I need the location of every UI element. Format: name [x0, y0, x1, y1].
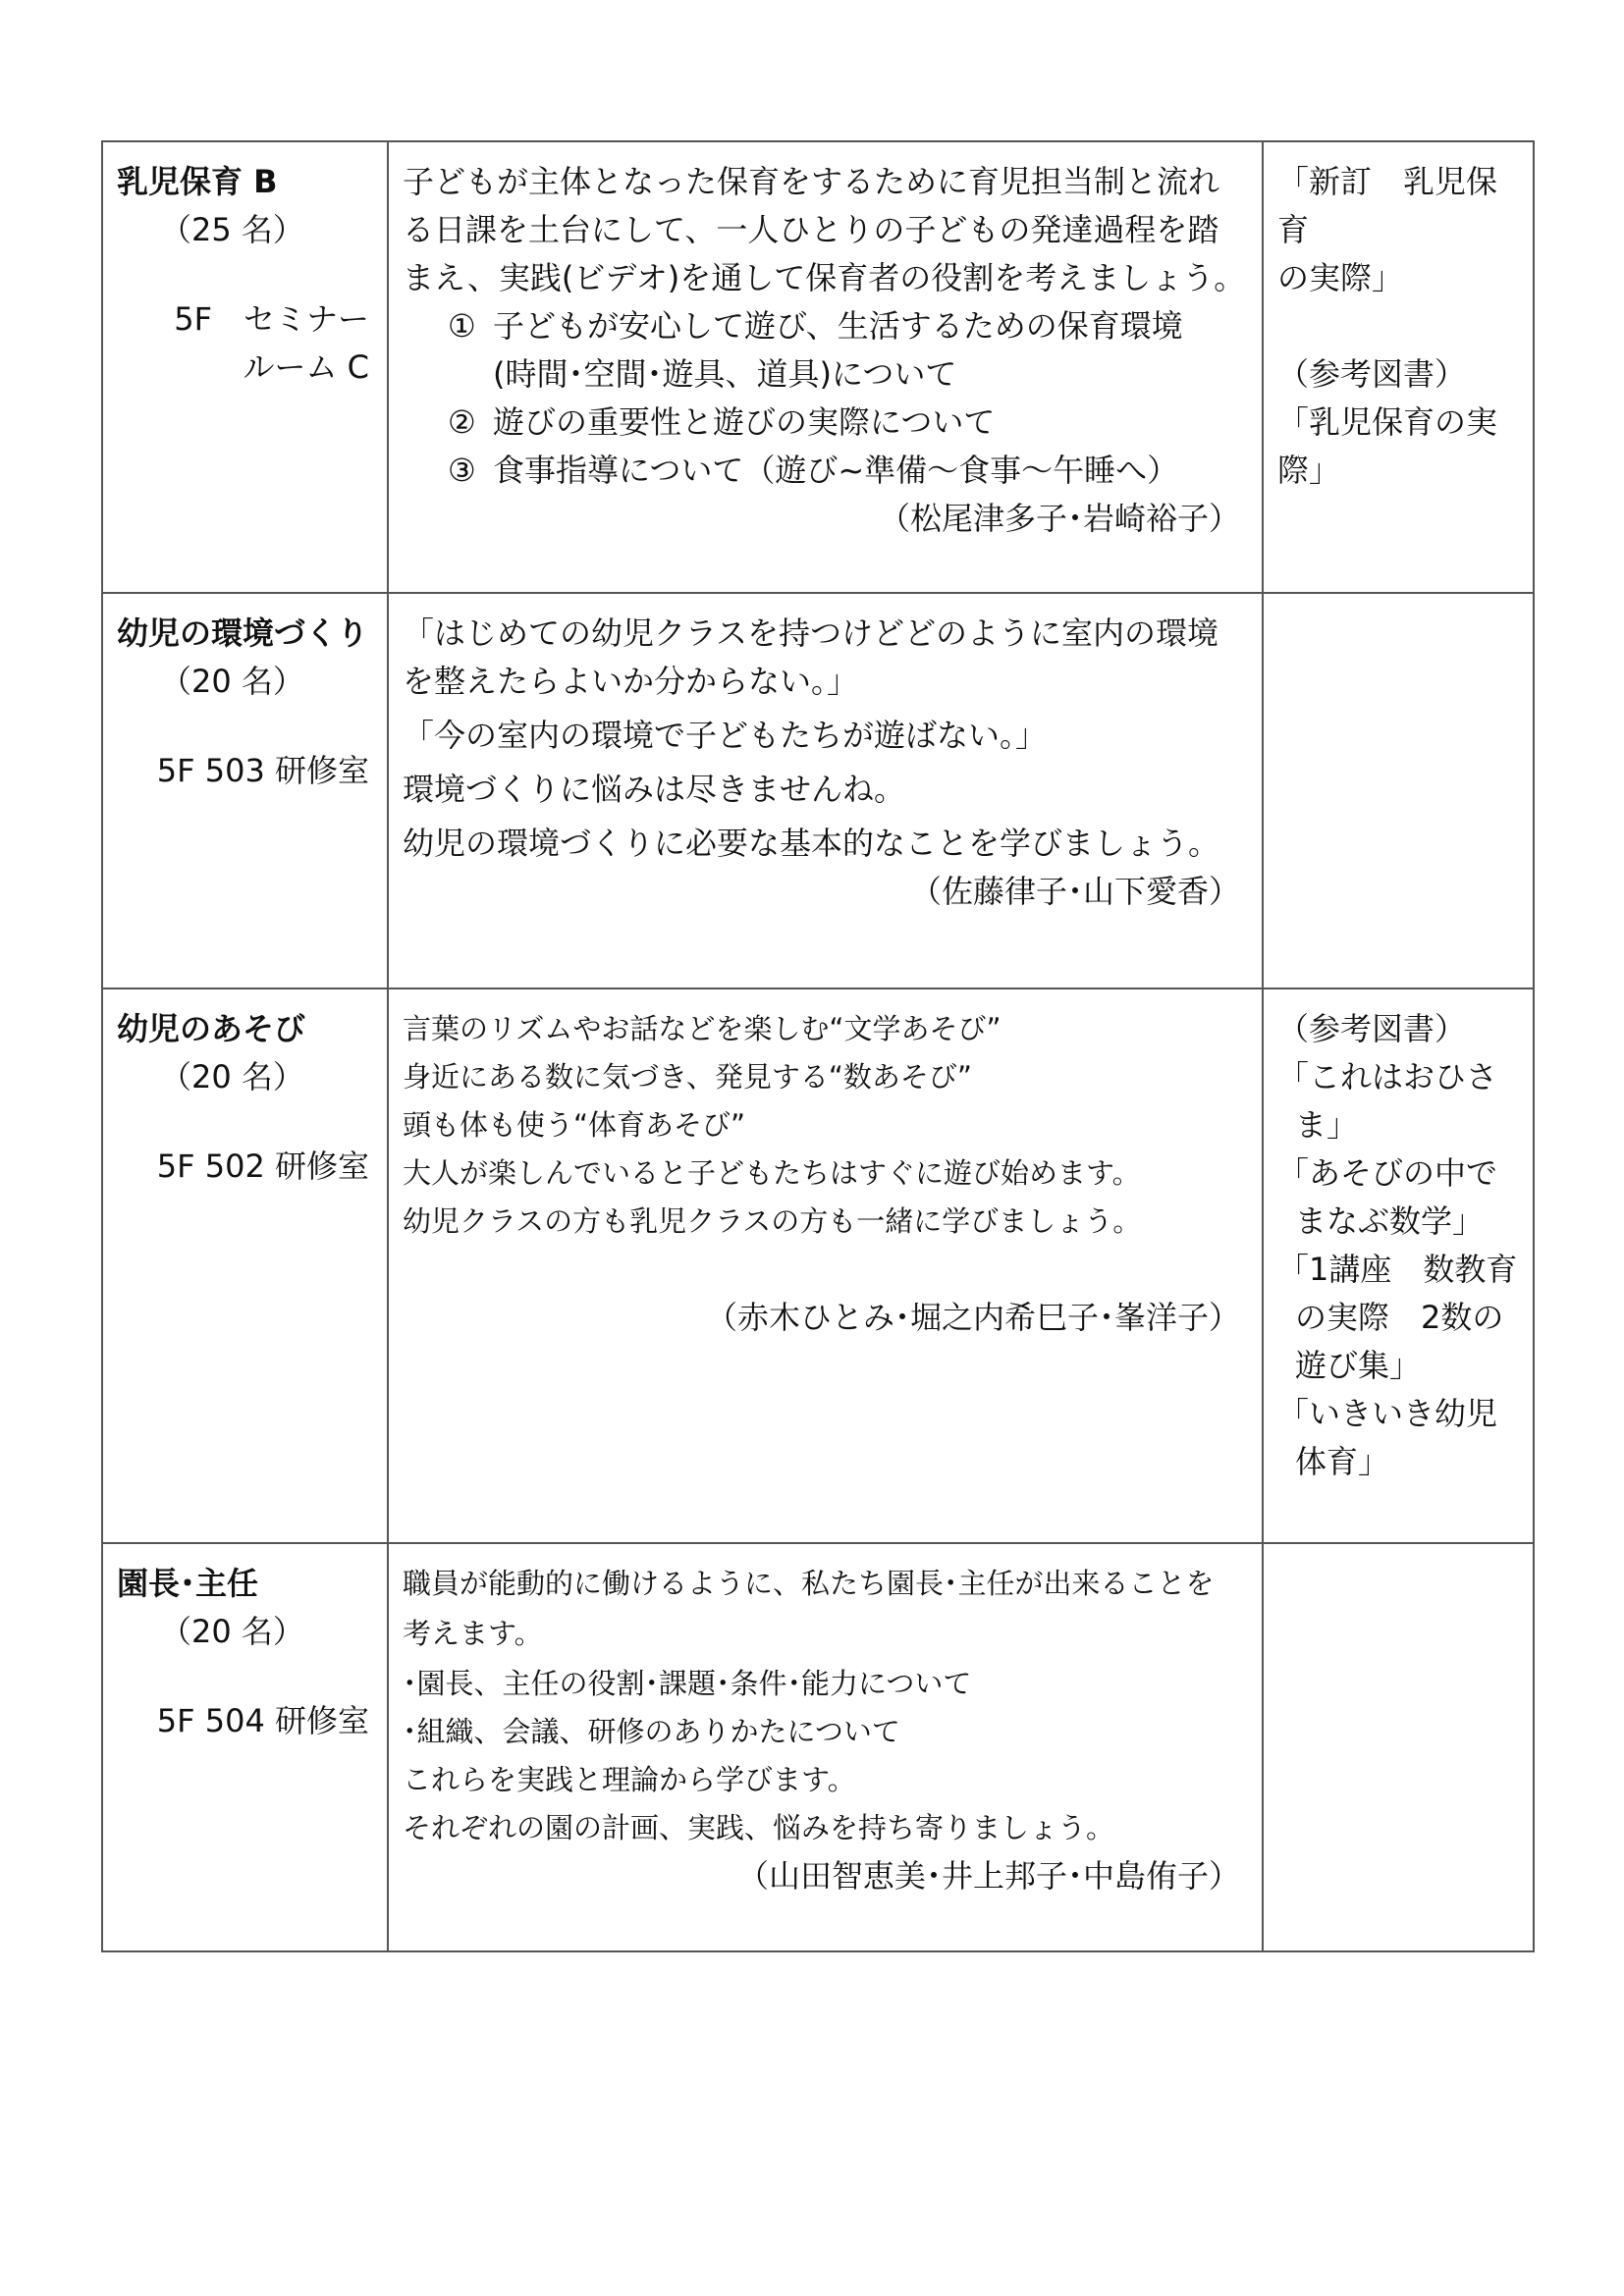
description-line: 身近にある数に気づき、発見する“数あそび” [403, 1060, 972, 1094]
course-title: 幼児の環境づくり [117, 614, 369, 652]
spacer [1277, 302, 1519, 350]
reference-line: 際」 [1277, 452, 1341, 489]
description-line: を整えたらよいか分からない。」 [403, 663, 859, 700]
description-line: これらを実践と理論から学びます。 [403, 1763, 856, 1796]
reference-line: ま」 [1295, 1106, 1359, 1144]
room-line: 5F 502 研修室 [156, 1148, 369, 1185]
description-line: ･組織、会議、研修のありかたについて [403, 1715, 900, 1748]
description-line: る日課を土台にして、一人ひとりの子どもの発達過程を踏 [403, 211, 1219, 248]
description-line: 「はじめての幼児クラスを持つけどどのように室内の環境 [403, 614, 1219, 652]
course-info-cell [102, 141, 388, 593]
description-line: まえ、実践(ビデオ)を通して保育者の役割を考えましょう。 [403, 259, 1246, 296]
room-line: 5F 504 研修室 [156, 1702, 369, 1739]
course-table [101, 140, 1535, 1952]
course-room [117, 295, 373, 392]
course-title: 幼児のあそび [117, 1010, 306, 1047]
description-line: 幼児クラスの方も乳児クラスの方も一緒に学びましょう。 [403, 1204, 1142, 1238]
description-line: 職員が能動的に働けるように、私たち園長･主任が出来ることを [403, 1567, 1215, 1600]
description-line: 「今の室内の環境で子どもたちが遊ばない。」 [403, 717, 1048, 754]
course-title: 乳児保育 B [117, 163, 278, 200]
reference-line: （参考図書） [1277, 1010, 1467, 1047]
course-capacity: （20 名） [160, 1613, 304, 1650]
reference-line: の実際」 [1277, 259, 1404, 296]
course-description-cell [388, 988, 1263, 1543]
reference-line: 「あそびの中で [1277, 1154, 1498, 1192]
course-capacity: （25 名） [160, 211, 304, 248]
room-line: 5F セミナー [174, 300, 369, 338]
table-row [102, 593, 1534, 988]
reference-line: の実際 2数の [1295, 1299, 1504, 1336]
course-instructors: （松尾津多子･岩崎裕子） [878, 500, 1240, 537]
list-item: ① 子どもが安心して遊び、生活するための保育環境 [448, 307, 1183, 345]
course-capacity: （20 名） [160, 1058, 304, 1095]
course-room [117, 1143, 373, 1191]
course-capacity: （20 名） [160, 663, 304, 700]
list-item-continuation: (時間･空間･遊具、道具)について [493, 355, 957, 393]
course-references-cell [1263, 1543, 1534, 1951]
reference-line: 遊び集」 [1295, 1347, 1422, 1384]
description-line: 頭も体も使う“体育あそび” [403, 1108, 746, 1142]
course-description-cell [388, 1543, 1263, 1951]
course-references-cell [1263, 988, 1534, 1543]
course-info-cell [102, 988, 388, 1543]
description-line: 子どもが主体となった保育をするために育児担当制と流れ [403, 163, 1220, 200]
course-description-cell [388, 593, 1263, 988]
reference-line: 「1講座 数教育 [1277, 1251, 1518, 1288]
table-row [102, 988, 1534, 1543]
course-room [117, 1697, 373, 1745]
list-item: ② 遊びの重要性と遊びの実際について [448, 403, 996, 441]
description-line: 考えます。 [403, 1617, 543, 1650]
course-instructors: （佐藤律子･山下愛香） [909, 873, 1240, 910]
reference-line: 体育」 [1295, 1443, 1390, 1480]
table-row [102, 141, 1534, 593]
course-instructors: （赤木ひとみ･堀之内希巳子･峯洋子） [705, 1299, 1240, 1336]
description-line: 幼児の環境づくりに必要な基本的なことを学びましょう。 [403, 825, 1220, 862]
spacer [403, 1246, 1248, 1294]
reference-line: 「新訂 乳児保育 [1277, 163, 1498, 248]
course-instructors: （山田智恵美･井上邦子･中島侑子） [736, 1857, 1240, 1895]
description-line: それぞれの園の計画、実践、悩みを持ち寄りましょう。 [403, 1811, 1115, 1844]
course-description-cell [388, 141, 1263, 593]
room-line: ルーム C [243, 348, 369, 386]
course-title: 園長･主任 [117, 1565, 259, 1602]
course-info-cell [102, 593, 388, 988]
room-line: 5F 503 研修室 [156, 752, 369, 789]
course-references-cell [1263, 141, 1534, 593]
description-line: 環境づくりに悩みは尽きませんね。 [403, 771, 906, 808]
course-info-cell [102, 1543, 388, 1951]
reference-line: まなぶ数学」 [1295, 1202, 1485, 1240]
description-line: 言葉のリズムやお話などを楽しむ“文学あそび” [403, 1012, 1001, 1045]
reference-line: 「これはおひさ [1277, 1058, 1498, 1095]
reference-line: 「いきいき幼児 [1277, 1395, 1498, 1432]
description-line: 大人が楽しんでいると子どもたちはすぐに遊び始めます。 [403, 1156, 1141, 1190]
reference-line: 「乳児保育の実 [1277, 403, 1498, 441]
course-room [117, 747, 373, 795]
table-row [102, 1543, 1534, 1951]
description-line: ･園長、主任の役割･課題･条件･能力について [403, 1667, 972, 1700]
reference-line: （参考図書） [1277, 355, 1467, 393]
course-references-cell [1263, 593, 1534, 988]
list-item: ③ 食事指導について（遊び~準備～食事～午睡へ） [448, 452, 1179, 489]
